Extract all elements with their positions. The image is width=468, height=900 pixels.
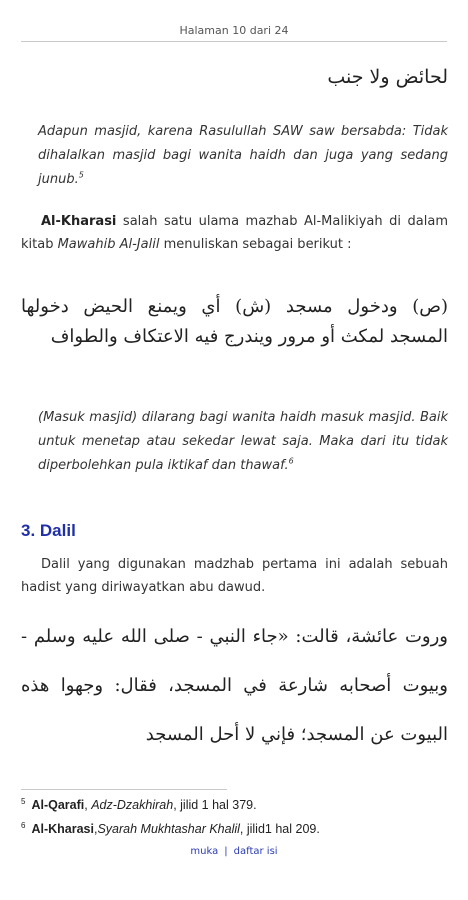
footnote-5	[21, 797, 451, 812]
home-link[interactable]: muka	[190, 846, 219, 857]
paragraph-kharasi	[21, 210, 448, 256]
quote-1-text: Adapun masjid, karena Rasulullah SAW saw bersabda: Tidak dihalalkan masjid bagi wanita haidh dan juga yang sedang junub.	[38, 124, 448, 187]
quote-2-text: (Masuk masjid) dilarang bagi wanita haidh masuk masjid. Baik untuk menetap atau sekedar lewat saja. Maka dari itu tidak diperbolehkan pula iktikaf dan thawaf.	[38, 410, 448, 473]
footnote-title: Syarah Mukhtashar Khalil	[97, 822, 240, 837]
quote-translation-2	[38, 406, 448, 478]
header-divider	[21, 41, 447, 42]
footnote-ref-5[interactable]: 5	[78, 170, 84, 180]
footnote-number: 6	[21, 821, 26, 830]
footnote-number: 5	[21, 797, 26, 806]
paragraph-text-b: menuliskan sebagai berikut :	[159, 237, 352, 252]
footnote-ref-6[interactable]: 6	[288, 456, 294, 466]
footnote-separator: ,	[84, 798, 92, 813]
paragraph-text-a: salah satu ulama mazhab Al-Malikiyah di dalam kitab	[21, 214, 448, 252]
footnote-separator: ,	[93, 822, 98, 837]
paragraph-dalil-text: Dalil yang digunakan madzhab pertama ini adalah sebuah hadist yang diriwayatkan abu dawud.	[21, 557, 448, 595]
page-number-header: Halaman 10 dari 24	[179, 24, 289, 37]
footnote-title: Adz-Dzakhirah	[91, 798, 174, 813]
footnote-author: Al-Qarafi	[31, 798, 85, 813]
page-navigation	[0, 846, 468, 857]
nav-separator: |	[224, 846, 228, 857]
quote-translation-1	[38, 120, 448, 192]
arabic-quote: (ص) ودخول مسجد (ش) أي ويمنع الحيض دخولها المسجد لمكث أو مرور ويندرج فيه الاعتكاف والطواف	[21, 296, 449, 347]
footnote-rest: , jilid1 hal 209.	[239, 822, 320, 837]
footnote-divider	[21, 789, 227, 790]
author-name: Al-Kharasi	[41, 214, 117, 229]
section-heading: 3. Dalil	[21, 521, 76, 540]
footnote-author: Al-Kharasi	[31, 822, 94, 837]
arabic-hadith: وروت عائشة، قالت: «جاء النبي - صلى الله عليه وسلم - وبيوت أصحابه شارعة في المسجد، فقال: وجهوا هذه البيوت عن المسجد؛ فإني لا أحل المسجد	[21, 626, 448, 745]
book-title: Mawahib Al-Jalil	[57, 237, 160, 252]
arabic-heading: لحائض ولا جنب	[327, 66, 448, 88]
footnote-6	[21, 821, 451, 836]
footnote-rest: , jilid 1 hal 379.	[173, 798, 257, 813]
paragraph-dalil	[21, 553, 448, 599]
table-of-contents-link[interactable]: daftar isi	[233, 846, 278, 857]
